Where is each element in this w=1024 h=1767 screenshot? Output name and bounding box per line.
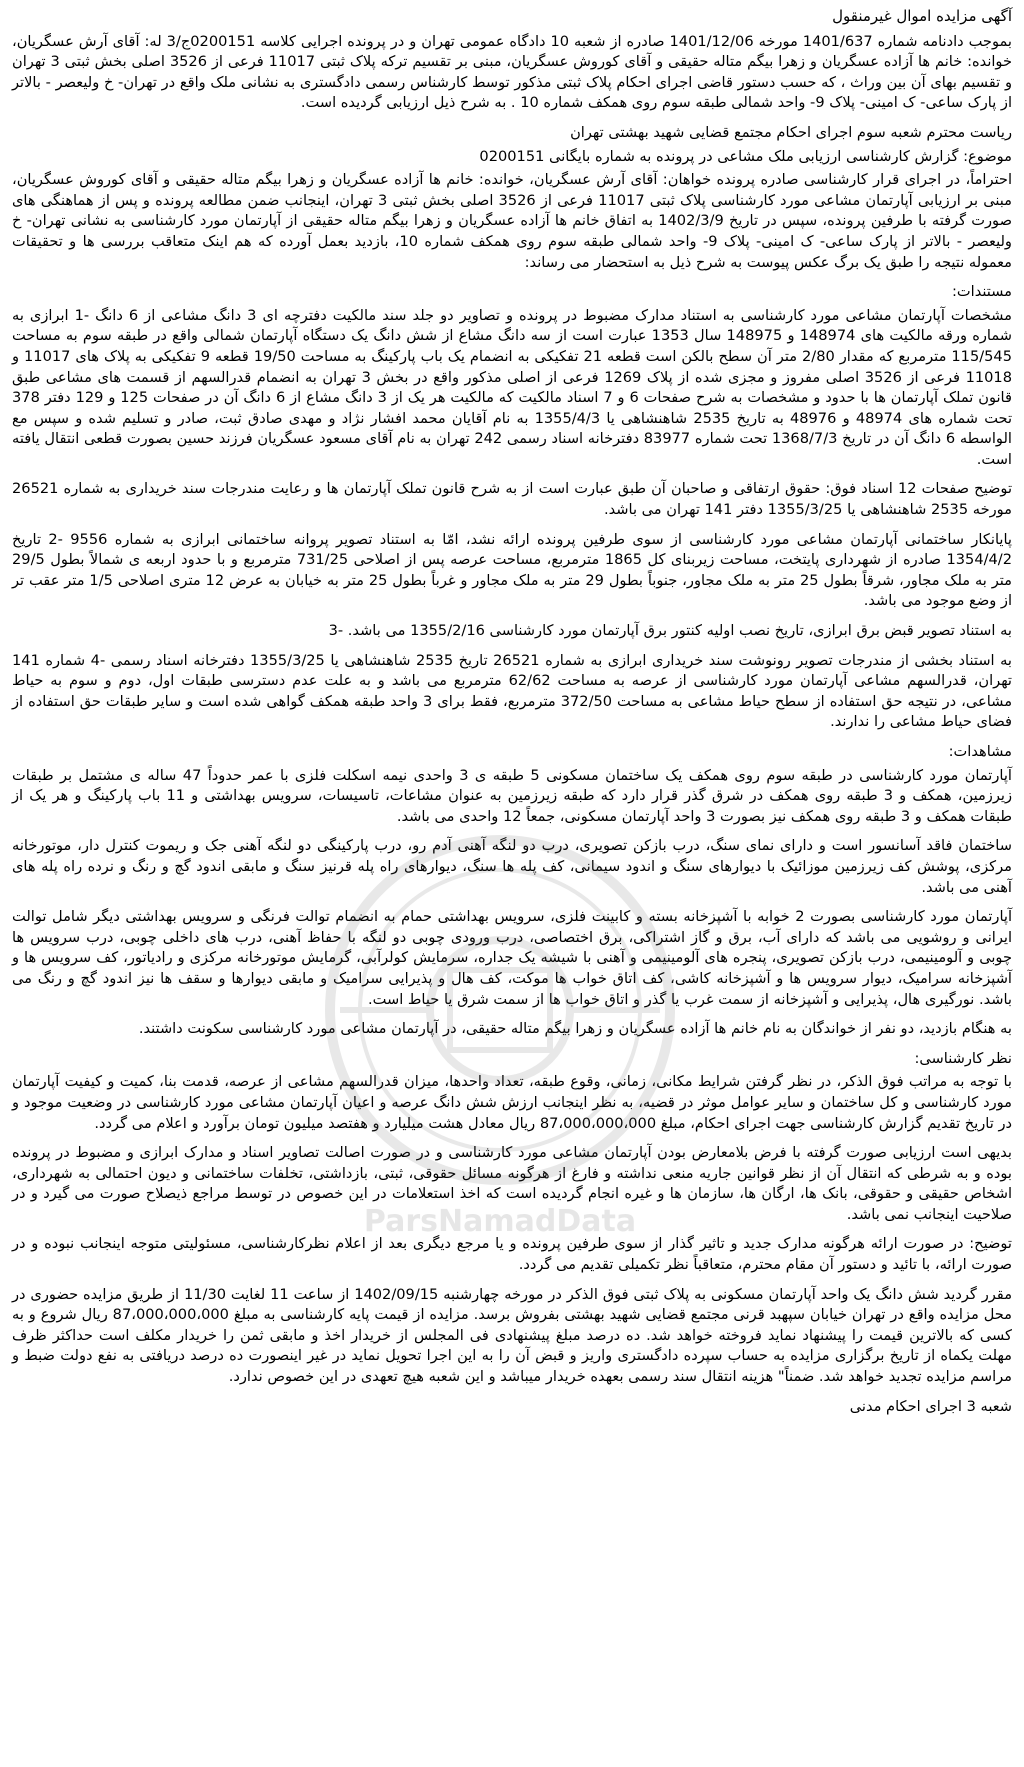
intro-paragraph: بموجب دادنامه شماره 1401/637 مورخه 1401/12/06 صادره از شعبه 10 دادگاه عمومی تهران و در پرونده اجرایی کلاسه 0200151ج/3 له: آقای آرش عسگریان، خوانده: خانم ها آزاده عسگریان و زهرا بیگم متاله حقیقی و آقای کوروش عسگریان، مبنی بر تقسیم ترکه پلاک ثبتی 11017 فرعی از 3526 اصلی بخش ثبتی 3 تهران و تقسیم بهای آن بین وراث ، که حسب دستور قاضی اجرای احکام پلاک ثبتی مذکور توسط کارشناس رسمی دادگستری به نشانی ملک واقع در تهران- خ ولیعصر - بالاتر از پارک ساعی- ک امینی- پلاک 9- واحد شمالی طبقه سوم روی همکف شماره 10 . به شرح ذیل ارزیابی گردیده است. xyxy=(12,32,1012,112)
observation-3: آپارتمان مورد کارشناسی بصورت 2 خوابه با آشپزخانه بسته و کابینت فلزی، سرویس بهداشتی حمام به انضمام توالت فرنگی و سرویس بهداشتی دیگر شامل توالت ایرانی و روشویی می باشد که دارای آب، برق و گاز اشتراکی، برق اختصاصی، درب ورودی چوبی دو لنگه با حفاظ آهنی، درب های داخلی چوبی، درب سرویس ها چوبی و آلومینیمی، درب بازکن تصویری، پنجره های آلومینیمی و آهنی با شیشه یک جداره، سرمایش کولرآبی، گرمایش موتورخانه مرکزی و رادیاتور، کف سرویس ها و آشپزخانه سرامیک، دیوار سرویس ها و آشپزخانه کاشی، کف اتاق خواب ها موکت، کف هال و پذیرایی سرامیک و مابقی دیوارها و سقف ها نیز اندود گچ و رنگ می باشد. نورگیری هال، پذیرایی و آشپزخانه از سمت غرب یا گذر و اتاق خواب ها از سمت شرق یا حیاط است. xyxy=(12,908,1013,1008)
documents-item-1-note: توضیح صفحات 12 اسناد فوق: حقوق ارتفاقی و صاحبان آن طبق عبارت است از به شرح قانون تملک آپارتمان ها و رعایت مندرجات سند خریداری به شماره 26521 مورخه 2535 شاهنشاهی یا 1355/3/25 دفتر 141 تهران می باشد. xyxy=(12,480,1013,519)
watermark-text: ParsNamadData xyxy=(363,1204,637,1239)
subject-line: موضوع: گزارش کارشناسی ارزیابی ملک مشاعی در پرونده به شماره بایگانی 0200151 xyxy=(479,147,1012,165)
observation-4: به هنگام بازدید، دو نفر از خواندگان به نام خانم ها آزاده عسگریان و زهرا بیگم متاله حقیقی، در آپارتمان مشاعی مورد کارشناسی سکونت داشتند. xyxy=(138,1020,1012,1038)
signature-line: شعبه 3 اجرای احکام مدنی xyxy=(849,1397,1012,1415)
disclaimer-paragraph: بدیهی است ارزیابی صورت گرفته با فرض بلامعارض بودن آپارتمان مشاعی مورد کارشناسی و در صورت اصالت تصاویر اسناد و مدارک ابرازی و مضبوط در پرونده بوده و به شرطی که انتقال آن از نظر قوانین جاریه منعی نداشته و فارغ از هرگونه مسائل حقوقی، ثبتی، بازداشتی، تخلفات ساختمانی و دیون احتمالی به شهرداری، اشخاص حقیقی و حقوقی، بانک ها، ارگان ها، سازمان ها و غیره انجام گردیده است که اخذ استعلامات در این خصوص در توسط مراجع ذیصلاح صورت می گیرد و در صلاحیت اینجانب نمی باشد. xyxy=(12,1144,1012,1223)
explanation-paragraph: توضیح: در صورت ارائه هرگونه مدارک جدید و تاثیر گذار از سوی طرفین پرونده و یا مرجع دیگری بعد از اعلام نظرکارشناسی، مسئولیتی متوجه اینجانب نبوده و در صورت ارائه، با تائید و دستور آن مقام محترم، متعاقباً نظر تکمیلی تقدیم می گردد. xyxy=(12,1235,1012,1274)
documents-item-1: مشخصات آپارتمان مشاعی مورد کارشناسی به استناد مدارک مضبوط در پرونده و تصاویر دو جلد سند مالکیت دفترچه ای 3 دانگ مشاعی از 6 دانگ -1 ابرازی به شماره ورقه مالکیت های 148974 و 148975 سال 1353 عبارت است از سه دانگ مشاع از شش دانگ یک دستگاه آپارتمان شمالی واقع در طبقه سوم به مساحت 115/545 مترمربع که مقدار 2/80 متر آن سطح بالکن است قطعه 21 تفکیکی به انضمام یک باب پارکینگ به مساحت 19/50 قطعه 9 تفکیکی به پلاک های 11017 و 11018 فرعی از 3526 اصلی مفروز و مجزی شده از پلاک 1269 فرعی از اصلی مذکور واقع در بخش 3 تهران به انضمام قدرالسهم از قسمت های مشاعی طبق قانون تملک آپارتمان ها با حدود و مشخصات به شرح صفحات 6 و 7 اسناد مالکیت که مالکیت هر یک از 3 دانگ مشاع از 6 دانگ آن در صفحات 125 و 129 دفتر 378 تحت شماره های 48974 و 48976 به تاریخ 2535 شاهنشاهی یا 1355/4/3 به نام آقایان محمد افشار نژاد و مهدی صادق ثبت، صادر و تسلیم شده و سپس مع الواسطه 6 دانگ آن در تاریخ 1368/7/3 تحت شماره 83977 دفترخانه اسناد رسمی 242 تهران به نام آقای مسعود عسگریان فرزند حسین بصورت قطعی انتقال یافته است. xyxy=(12,306,1013,468)
opinion-heading: نظر کارشناسی: xyxy=(914,1049,1012,1067)
observation-2: ساختمان فاقد آسانسور است و دارای نمای سنگ، درب بازکن تصویری، درب دو لنگه آهنی آدم رو، درب پارکینگی دو لنگه آهنی جک و ریموت کنترل دار، موتورخانه مرکزی، پوشش کف زیرزمین موزائیک با دیوارهای سنگ و اندود سیمانی، کف پله ها سنگ، دیوارهای راه پله قرنیز سنگ و مابقی اندود گچ و رنگ و نرده راه پله های آهنی می باشد. xyxy=(12,837,1012,896)
report-intro-paragraph: احتراماً، در اجرای قرار کارشناسی صادره پرونده خواهان: آقای آرش عسگریان، خوانده: خانم ها آزاده عسگریان و زهرا بیگم متاله حقیقی و آقای کوروش عسگریان، مبنی بر ارزیابی آپارتمان مشاعی مورد کارشناسی پلاک ثبتی 11017 فرعی از 3526 اصلی بخش ثبتی 3 تهران، اینجانب ضمن مطالعه پرونده و پس از هماهنگی های صورت گرفته با طرفین پرونده، سپس در تاریخ 1402/3/9 به اتفاق خانم ها آزاده عسگریان و زهرا بیگم متاله حقیقی از آپارتمان مورد کارشناسی به نشانی تهران- خ ولیعصر - بالاتر از پارک ساعی- ک امینی- پلاک 9- واحد شمالی طبقه سوم روی همکف شماره 10، بازدید بعمل آورده که هم اینک متعاقب بررسی ها و تحقیقات معموله نتیجه را طبق یک برگ عکس پیوست به شرح ذیل به استحضار می رساند: xyxy=(12,171,1012,271)
documents-item-4: به استناد بخشی از مندرجات تصویر رونوشت سند خریداری ابرازی به شماره 26521 تاریخ 2535 شاهنشاهی یا 1355/3/25 دفترخانه اسناد رسمی -4 شماره 141 تهران، قدرالسهم مشاعی آپارتمان مورد کارشناسی از عرصه به مساحت 62/62 مترمربع می باشد و به علت عدم دسترسی طبقات اول، دوم و سوم به حیاط مشاعی، در نتیجه حق استفاده از سطح حیاط مشاعی به مساحت 372/50 مترمربع، فقط برای 3 واحد طبقه همکف گواهی شده است و سایر طبقات حق استفاده از فضای حیاط مشاعی را ندارند. xyxy=(12,651,1013,731)
documents-item-2: پایانکار ساختمانی آپارتمان مشاعی مورد کارشناسی از سوی طرفین پرونده ارائه نشد، امّا به استناد تصویر پروانه ساختمانی ابرازی به شماره 9556 -2 تاریخ 1354/4/2 صادره از شهرداری پایتخت، مساحت زیربنای کل 1865 مترمربع، مساحت عرصه پس از اصلاحی 731/25 مترمربع و با حدود اربعه ی شمالاً بطول 29/5 متر به ملک مجاور، شرقاً بطول 25 متر به ملک مجاور، جنوباً بطول 29 متر به ملک مجاور و غرباً بطول 25 متر به خیابان به عرض 12 متری اصلاحی 1/5 متر عقب تر از وضع موجود می باشد. xyxy=(12,530,1013,610)
documents-item-3: به استناد تصویر قبض برق ابرازی، تاریخ نصب اولیه کنتور برق آپارتمان مورد کارشناسی 1355/2/16 می باشد. -3 xyxy=(328,622,1012,640)
observations-heading: مشاهدات: xyxy=(948,743,1012,760)
auction-terms-paragraph: مقرر گردید شش دانگ یک واحد آپارتمان مسکونی به پلاک ثبتی فوق الذکر در مورخه چهارشنبه 1402/09/15 از ساعت 11 لغایت 11/30 از طریق مزایده حضوری در محل مزایده واقع در تهران خیابان سپهبد قرنی مجتمع قضایی شهید بهشتی بفروش برسد. مزایده از قیمت پایه کارشناسی به مبلغ 87،000،000،000 ریال شروع و به کسی که بالاترین قیمت را پیشنهاد نماید فروخته خواهد شد. ده درصد مبلغ پیشنهادی فی المجلس از خریدار اخذ و مابقی ثمن را خریدار مکلف است حداکثر ظرف مهلت یکماه از تاریخ برگزاری مزایده به حساب سپرده دادگستری واریز و قبض آن را به این اجرا تحویل نماید در غیر اینصورت ده درصد دریافتی به نفع دولت ضبط و مراسم مزایده تجدید خواهد شد. ضمناً" هزینه انتقال سند رسمی بعهده خریدار میباشد و این شعبه هیچ تعهدی در این خصوص ندارد. xyxy=(12,1285,1013,1386)
opinion-paragraph: با توجه به مراتب فوق الذکر، در نظر گرفتن شرایط مکانی، زمانی، وقوع طبقه، تعداد واحدها، میزان قدرالسهم مشاعی از عرصه، قدمت بنا، کمیت و کیفیت آپارتمان مورد کارشناسی و کل ساختمان و سایر عوامل موثر در قضیه، به نظر اینجانب ارزش شش دانگ عرصه و اعیان آپارتمان مشاعی مورد کارشناسی در وضعیت موجود و در تاریخ تقدیم گزارش کارشناسی جهت اجرای احکام، مبلغ 87،000،000،000 ریال معادل هشت میلیارد و هفتصد میلیون تومان برآورد و اعلام می گردد. xyxy=(12,1073,1012,1132)
observation-1: آپارتمان مورد کارشناسی در طبقه سوم روی همکف یک ساختمان مسکونی 5 طبقه ی 3 واحدی نیمه اسکلت فلزی با عمر حدوداً 47 ساله ی مشتمل بر طبقات زیرزمین، همکف و 3 طبقه روی همکف در شرق گذر قرار دارد که طبقه زیرزمین به عنوان مشاعات، تاسیسات، سرویس بهداشتی و 11 باب پارکینگ و هر یک از طبقات همکف و 3 طبقه روی همکف نیز بصورت 3 واحد آپارتمان مسکونی، جمعاً 12 واحدی می باشد. xyxy=(12,766,1013,825)
notice-title: آگهی مزایده اموال غیرمنقول xyxy=(832,7,1012,25)
addressee-line: ریاست محترم شعبه سوم اجرای احکام مجتمع قضایی شهید بهشتی تهران xyxy=(570,123,1012,141)
documents-heading: مستندات: xyxy=(951,283,1012,301)
